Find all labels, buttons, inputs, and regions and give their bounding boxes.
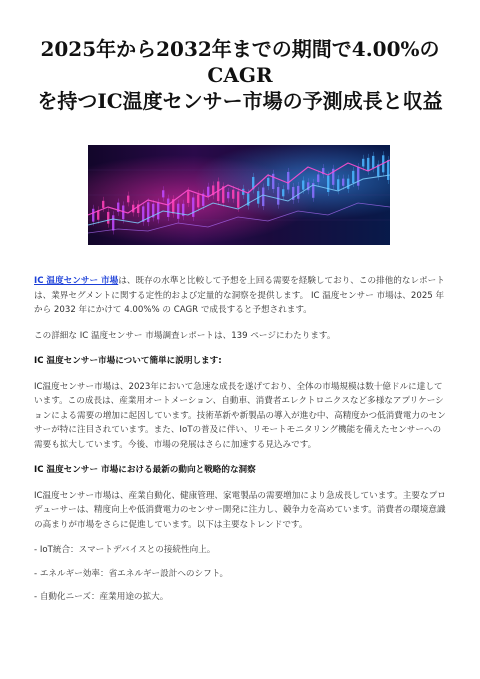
list-item: - エネルギー効率：省エネルギー設計へのシフト。 bbox=[34, 568, 229, 579]
list-item: - 自動化ニーズ：産業用途の拡大。 bbox=[34, 592, 169, 602]
section-1-heading: IC 温度センサー市場について簡単に説明します: bbox=[34, 356, 222, 366]
pages-note: この詳細な IC 温度センサー 市場調査レポートは、139 ページにわたります。 bbox=[34, 330, 336, 341]
section-2-heading: IC 温度センサー 市場における最新の動向と戦略的な洞察 bbox=[34, 465, 256, 475]
section-1-body: IC温度センサー市場は、2023年において急速な成長を遂げており、全体の市場規模は数十億ドルに達しています。この成長は、産業用オートメーション、自動車、消費者エレクトロニクスなど多様なアプリケーションによる需要の増加に起因しています。技術革新や新製品の導入が進む中、高精度かつ低消費電力のセンサーが特に注目されています。また、IoTの普及に伴い、リモートモニタリング機能を備えたセンサーへの需要も拡大しています。今後、市場の発展はさらに加速する見込みです。 bbox=[34, 381, 446, 450]
financial-chart-image-icon bbox=[88, 145, 390, 245]
title-line-1: 2025年から2032年までの期間で4.00%のCAGR bbox=[40, 37, 440, 87]
title-line-2: を持つIC温度センサー市場の予測成長と収益 bbox=[37, 89, 443, 113]
page-title bbox=[20, 36, 460, 114]
intro-text: は、既存の水準と比較して予想を上回る需要を経験しており、この排他的なレポートは、業界セグメントに関する定性的および定量的な洞察を提供します。 IC 温度センサー 市場は、2025 年から 2032 年にかけて 4.00%% の CAGR で成長すると予想されます。 bbox=[34, 276, 445, 315]
intro-paragraph bbox=[34, 274, 448, 318]
market-link[interactable]: IC 温度センサー 市場 bbox=[34, 276, 119, 286]
list-item: - IoT統合：スマートデバイスとの接続性向上。 bbox=[34, 545, 216, 555]
article-body bbox=[34, 274, 448, 614]
section-2-body: IC温度センサー市場は、産業自動化、健康管理、家電製品の需要増加により急成長しています。主要なプロデューサーは、精度向上や低消費電力のセンサー開発に注力し、競争力を高めています。消費者の環境意識の高まりが市場をさらに促進しています。以下は主要なトレンドです。 bbox=[34, 490, 446, 530]
